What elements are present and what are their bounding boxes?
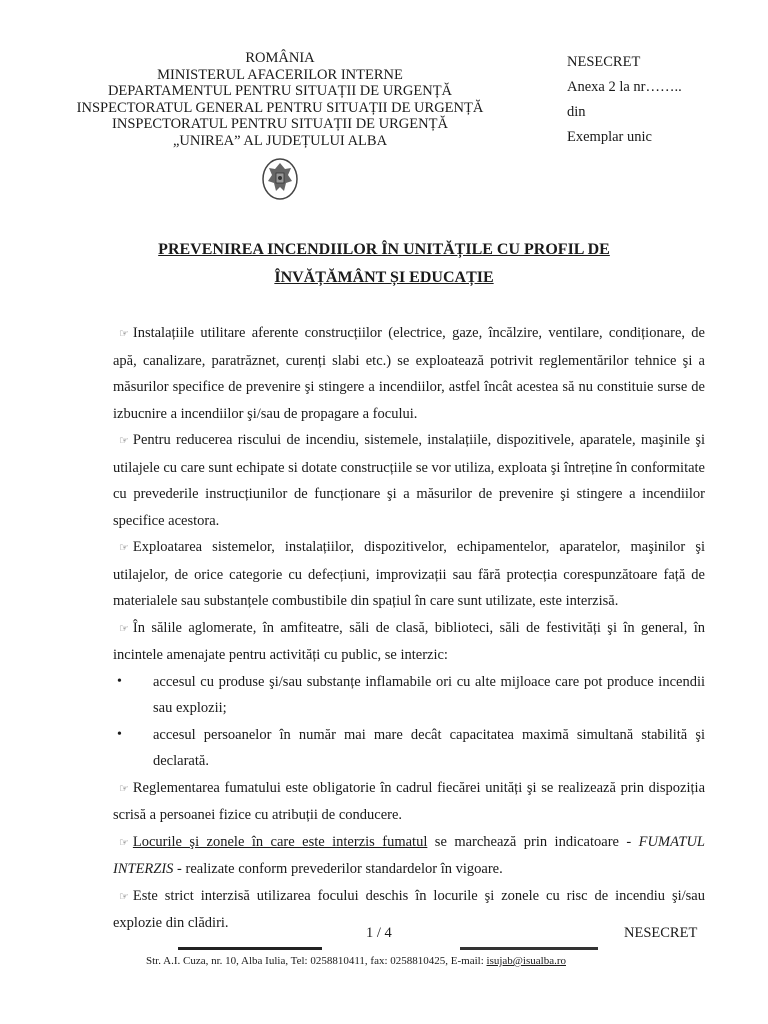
- paragraph-utilities: ☞ Instalațiile utilitare aferente construcțiilor (electrice, gaze, încălzire, ventilare, condiționare, de apă, canalizare, paratrăznet, curenți slabi etc.) se exploatează potrivit reglementărilor tehnice şi a măsurilor specifice de prevenire şi stingere a incendiilor, astfel încât acestea să nu constituie surse de izbucnire a incendiilor şi/sau de propagare a focului.: [113, 325, 705, 422]
- page-number: 1 / 4: [366, 925, 392, 941]
- paragraph-defective-equipment: ☞ Exploatarea sistemelor, instalațiilor, dispozitivelor, echipamentelor, aparatelor, maşinilor şi utilajelor, de orice categorie cu defecțiuni, improvizații sau fără protecția corespunzătoare față de materialele sau substanțele combustibile din spațiul în care sunt utilizate, este interzisă.: [113, 539, 705, 609]
- footer-contact: [146, 955, 566, 967]
- bullet-icon: •: [117, 673, 122, 689]
- document-title: [80, 236, 688, 292]
- paragraph-smoking-regulation: ☞ Reglementarea fumatului este obligatorie în cadrul fiecărei unități şi se realizează prin dispoziția scrisă a persoanei fizice cu atribuții de conducere.: [113, 779, 705, 823]
- coat-of-arms-icon: [261, 157, 299, 201]
- title-line-1: PREVENIREA INCENDIILOR ÎN UNITĂȚILE CU PROFIL DE: [158, 241, 610, 258]
- bullet-item-capacity: • accesul persoanelor în număr mai mare decât capacitatea maximă simultană stabilită şi declarată.: [113, 722, 705, 775]
- footer-address-text: Str. A.I. Cuza, nr. 10, Alba Iulia, Tel: 0258810411, fax: 0258810425, E-mail:: [146, 955, 487, 967]
- header-line-country: ROMÂNIA: [245, 50, 315, 66]
- annex-date: din: [567, 104, 586, 120]
- annex-number: Anexa 2 la nr……..: [567, 79, 682, 95]
- pointing-hand-icon: ☞: [119, 542, 129, 554]
- pointing-hand-icon: ☞: [119, 435, 129, 447]
- bullet-icon: •: [117, 726, 122, 742]
- header-line-county: „UNIREA” AL JUDEȚULUI ALBA: [172, 132, 388, 149]
- pointing-hand-icon: ☞: [119, 890, 129, 903]
- footer-divider-left: [178, 947, 322, 950]
- pointing-hand-icon: ☞: [119, 622, 129, 635]
- pointing-hand-icon: ☞: [119, 328, 129, 340]
- classification-label: NESECRET: [567, 54, 641, 70]
- document-body: [113, 320, 705, 937]
- paragraph-open-fire: ☞ Este strict interzisă utilizarea focului deschis în locurile şi zonele cu risc de incendiu şi/sau explozie din clădiri.: [113, 887, 705, 931]
- paragraph-risk-reduction: ☞ Pentru reducerea riscului de incendiu, sistemele, instalațiile, dispozitivele, aparatele, maşinile şi utilajele cu care sunt echipate si dotate construcțiile se vor utiliza, exploata şi întreține în conformitate cu prevederile instrucțiunilor de funcționare şi a măsurilor de prevenire şi stingere a incendiilor specifice acestora.: [113, 432, 705, 529]
- copy-label: Exemplar unic: [567, 129, 652, 145]
- paragraph-crowded-rooms: ☞ În sălile aglomerate, în amfiteatre, săli de clasă, biblioteci, săli de festivități şi în general, în incintele amenajate pentru activități cu public, se interzic:: [113, 619, 705, 663]
- institution-header: [40, 50, 520, 201]
- paragraph-no-smoking-zones: ☞ Locurile şi zonele în care este interzis fumatul se marchează prin indicatoare - FUMATUL INTERZIS - realizate conform prevederilor standardelor în vigoare.: [113, 833, 705, 877]
- footer-classification: NESECRET: [624, 925, 698, 941]
- footer-divider-right: [460, 947, 598, 950]
- header-line-general-inspectorate: INSPECTORATUL GENERAL PENTRU SITUAȚII DE URGENȚĂ: [76, 99, 484, 116]
- bullet-item-flammables: • accesul cu produse şi/sau substanțe inflamabile ori cu alte mijloace care pot produce incendii sau explozii;: [113, 669, 705, 722]
- footer-email-link[interactable]: isujab@isualba.ro: [486, 955, 566, 967]
- header-line-inspectorate: INSPECTORATUL PENTRU SITUAȚII DE URGENȚĂ: [112, 116, 448, 132]
- title-line-2: ÎNVĂȚĂMÂNT ȘI EDUCAȚIE: [274, 269, 494, 286]
- pointing-hand-icon: ☞: [119, 782, 129, 795]
- pointing-hand-icon: ☞: [119, 836, 129, 849]
- header-line-ministry: MINISTERUL AFACERILOR INTERNE: [157, 66, 403, 83]
- header-line-department: DEPARTAMENTUL PENTRU SITUAȚII DE URGENȚĂ: [107, 83, 453, 99]
- document-classification-block: [567, 50, 682, 150]
